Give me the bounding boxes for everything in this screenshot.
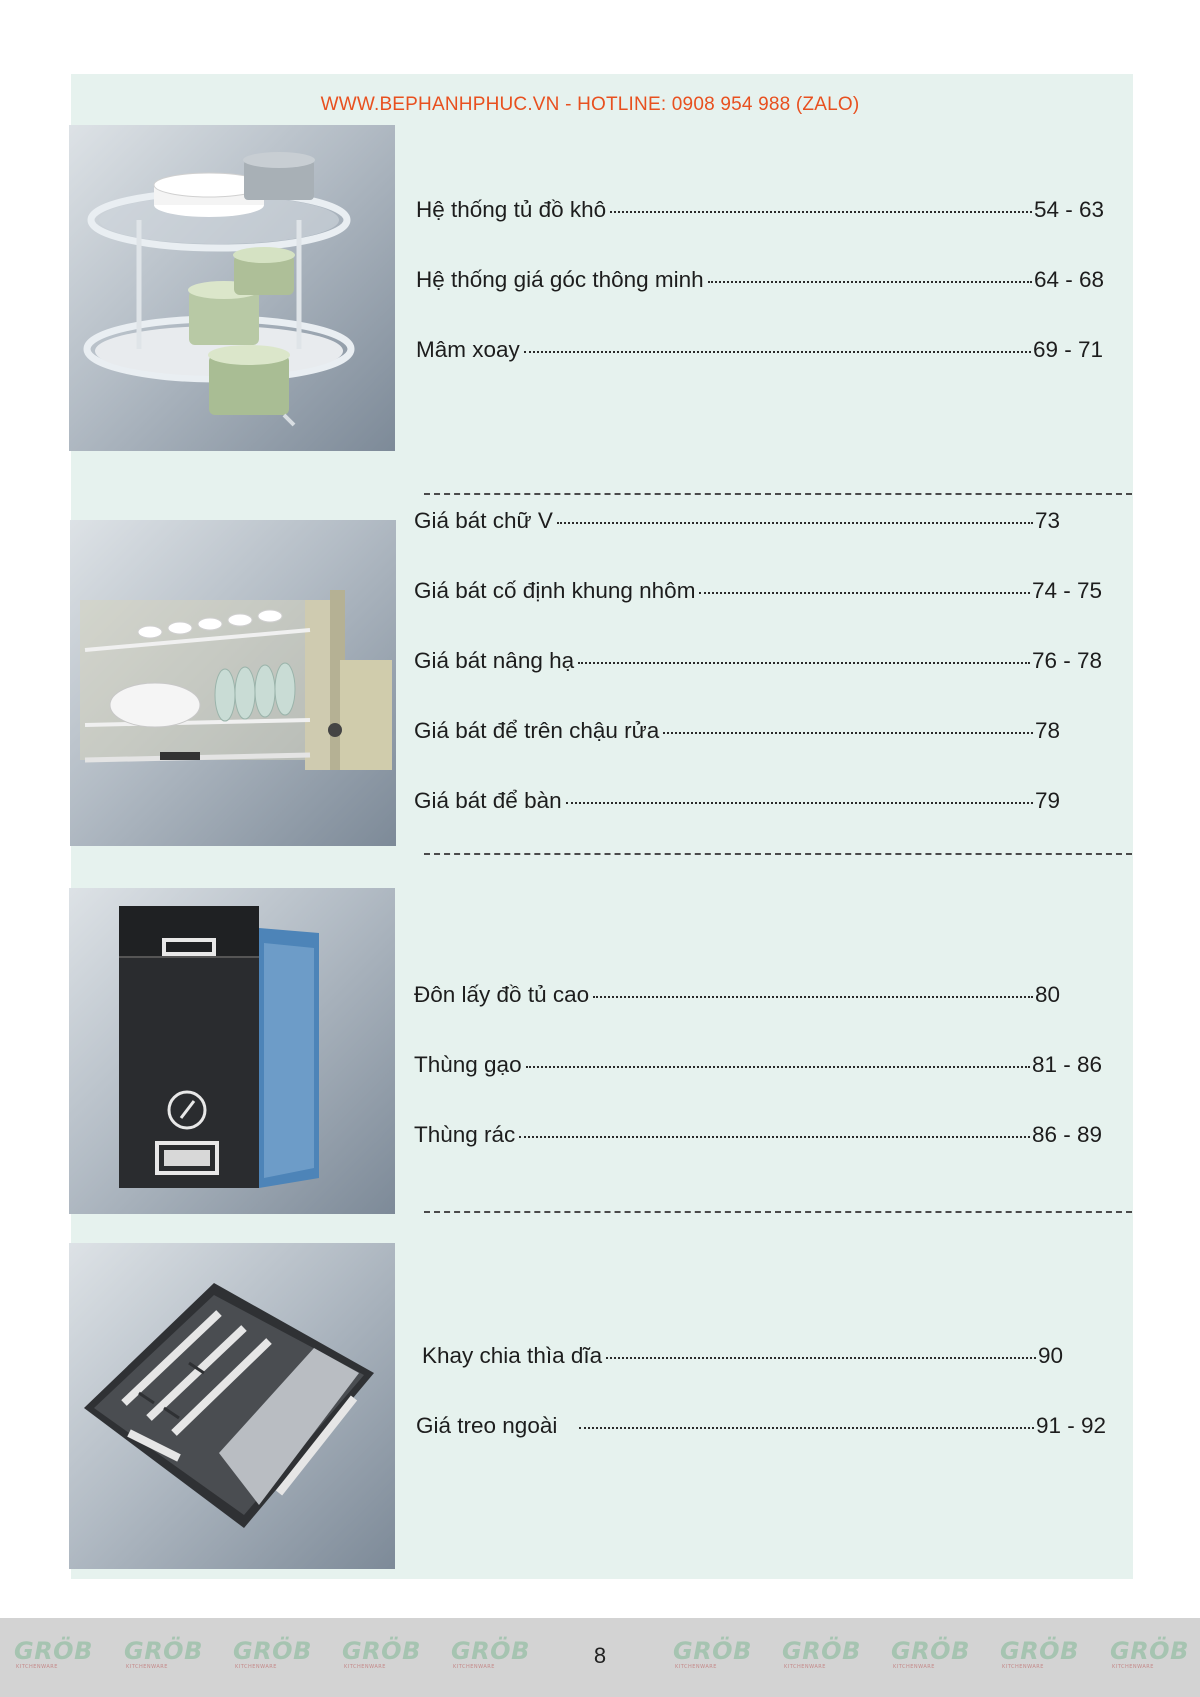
dot-leader — [610, 211, 1032, 213]
section-divider — [424, 853, 1132, 855]
toc-item-label: Giá bát cố định khung nhôm — [414, 578, 696, 603]
dot-leader — [708, 281, 1032, 283]
toc-row[interactable] — [416, 197, 1104, 223]
page-number: 8 — [593, 1643, 607, 1668]
toc-row[interactable] — [414, 648, 1102, 674]
website-hotline-header: WWW.BEPHANHPHUC.VN - HOTLINE: 0908 954 988 (ZALO) — [320, 94, 860, 115]
toc-row[interactable] — [416, 337, 1103, 363]
dot-leader — [579, 1427, 1034, 1429]
toc-item-label: Giá bát nâng hạ — [414, 648, 575, 673]
dot-leader — [663, 732, 1033, 734]
grob-logo: GRÖB KITCHENWARE — [124, 1637, 203, 1670]
toc-row[interactable] — [414, 718, 1060, 744]
toc-page-range: 90 — [1037, 1343, 1063, 1368]
toc-item-label: Giá bát chữ V — [414, 508, 553, 533]
toc-row[interactable] — [416, 267, 1104, 293]
dot-leader — [524, 351, 1031, 353]
toc-page-range: 64 - 68 — [1033, 267, 1104, 292]
toc-page-range: 76 - 78 — [1031, 648, 1102, 673]
toc-page-range: 91 - 92 — [1035, 1413, 1106, 1438]
toc-row[interactable] — [414, 508, 1060, 534]
toc-item-label: Mâm xoay — [416, 337, 520, 362]
toc-item-label: Thùng rác — [414, 1122, 516, 1147]
dot-leader — [557, 522, 1033, 524]
dot-leader — [699, 592, 1030, 594]
grob-logo: GRÖB KITCHENWARE — [673, 1637, 752, 1670]
rice-dispenser-cabinet-photo — [69, 888, 395, 1214]
section-divider — [424, 1211, 1132, 1213]
cutlery-tray-photo — [69, 1243, 395, 1569]
dot-leader — [526, 1066, 1030, 1068]
toc-item-label: Đôn lấy đồ tủ cao — [414, 982, 590, 1007]
toc-row[interactable] — [414, 982, 1060, 1008]
grob-logo: GRÖB KITCHENWARE — [1110, 1637, 1189, 1670]
toc-page-range: 54 - 63 — [1033, 197, 1104, 222]
grob-logo: GRÖB KITCHENWARE — [14, 1637, 93, 1670]
dish-rack-photo — [70, 520, 396, 846]
dot-leader — [578, 662, 1030, 664]
toc-item-label: Giá bát để bàn — [414, 788, 562, 813]
toc-row[interactable] — [414, 578, 1102, 604]
grob-logo: GRÖB KITCHENWARE — [451, 1637, 530, 1670]
grob-logo: GRÖB KITCHENWARE — [891, 1637, 970, 1670]
toc-page-range: 69 - 71 — [1032, 337, 1103, 362]
dot-leader — [606, 1357, 1036, 1359]
grob-logo: GRÖB KITCHENWARE — [1000, 1637, 1079, 1670]
toc-item-label: Giá bát để trên chậu rửa — [414, 718, 660, 743]
toc-page-range: 81 - 86 — [1031, 1052, 1102, 1077]
dot-leader — [566, 802, 1033, 804]
toc-page-range: 74 - 75 — [1031, 578, 1102, 603]
toc-row[interactable] — [422, 1343, 1063, 1369]
toc-row[interactable] — [414, 788, 1060, 814]
toc-item-label: Thùng gạo — [414, 1052, 522, 1077]
toc-row[interactable] — [414, 1052, 1102, 1078]
toc-page-range: 73 — [1034, 508, 1060, 533]
dot-leader — [593, 996, 1033, 998]
grob-logo: GRÖB KITCHENWARE — [782, 1637, 861, 1670]
corner-carousel-basket-photo — [69, 125, 395, 451]
toc-item-label: Hệ thống giá góc thông minh — [416, 267, 704, 292]
toc-item-label: Hệ thống tủ đồ khô — [416, 197, 607, 222]
toc-row[interactable] — [414, 1122, 1102, 1148]
toc-item-label: Khay chia thìa dĩa — [422, 1343, 603, 1368]
toc-page-range: 78 — [1034, 718, 1060, 743]
toc-item-label: Giá treo ngoài — [416, 1413, 558, 1438]
grob-logo: GRÖB KITCHENWARE — [233, 1637, 312, 1670]
section-divider — [424, 493, 1132, 495]
toc-page-range: 79 — [1034, 788, 1060, 813]
toc-page-range: 80 — [1034, 982, 1060, 1007]
dot-leader — [519, 1136, 1030, 1138]
toc-row[interactable] — [416, 1413, 1106, 1439]
grob-logo: GRÖB KITCHENWARE — [342, 1637, 421, 1670]
toc-page-range: 86 - 89 — [1031, 1122, 1102, 1147]
